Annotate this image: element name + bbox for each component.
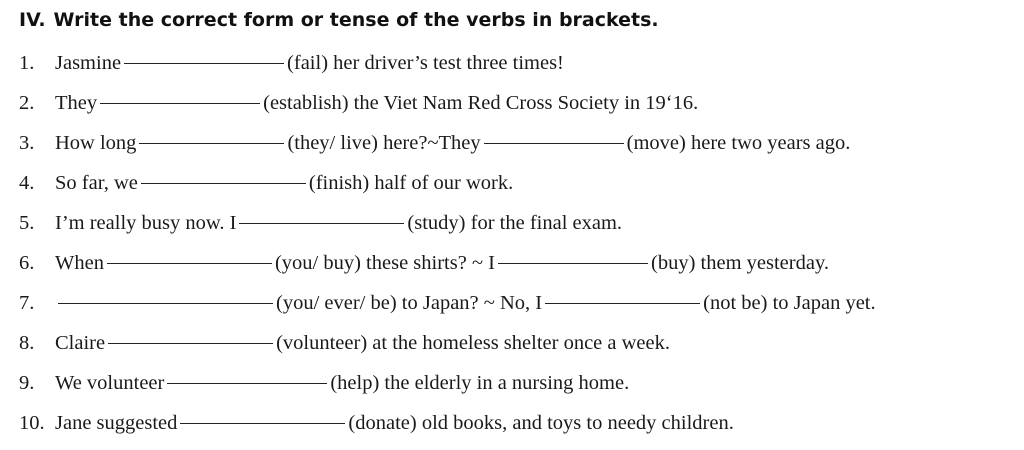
item-text: I’m really busy now. I xyxy=(55,212,237,234)
item-text: (establish) the Viet Nam Red Cross Society in 19‘16. xyxy=(263,92,699,114)
answer-blank[interactable] xyxy=(124,45,284,64)
answer-blank[interactable] xyxy=(484,125,624,144)
answer-blank[interactable] xyxy=(141,165,306,184)
exercise-item-8 xyxy=(19,327,1009,367)
exercise-item-10 xyxy=(19,407,1009,447)
item-number: 9. xyxy=(19,372,35,394)
item-text: (you/ ever/ be) to Japan? ~ No, I xyxy=(276,292,543,314)
item-text: (not be) to Japan yet. xyxy=(703,292,876,314)
exercise-item-7 xyxy=(19,287,1009,327)
exercise-item-5 xyxy=(19,207,1009,247)
item-number: 6. xyxy=(19,252,35,274)
exercise-instruction: Write the correct form or tense of the verbs in brackets. xyxy=(53,9,659,31)
answer-blank[interactable] xyxy=(167,365,327,384)
item-text: So far, we xyxy=(55,172,138,194)
item-text: (finish) half of our work. xyxy=(308,172,514,194)
item-text: (donate) old books, and toys to needy children. xyxy=(348,412,734,434)
item-text: (volunteer) at the homeless shelter once a week. xyxy=(276,332,670,354)
item-text: Claire xyxy=(55,332,106,354)
exercise-heading xyxy=(19,9,659,31)
item-number: 3. xyxy=(19,132,35,154)
exercise-item-9 xyxy=(19,367,1009,407)
exercise-item-2 xyxy=(19,87,1009,127)
item-number: 1. xyxy=(19,52,35,74)
exercise-item-4 xyxy=(19,167,1009,207)
item-text: When xyxy=(55,252,104,274)
answer-blank[interactable] xyxy=(180,405,345,424)
exercise-item-3 xyxy=(19,127,1009,167)
item-text: How long xyxy=(55,132,137,154)
item-text: Jane suggested xyxy=(55,412,178,434)
exercise-number: IV. xyxy=(19,9,46,31)
item-text: We volunteer xyxy=(55,372,165,394)
item-text: (fail) her driver’s test three times! xyxy=(287,52,564,74)
item-number: 8. xyxy=(19,332,35,354)
item-number: 4. xyxy=(19,172,35,194)
item-text: (move) here two years ago. xyxy=(626,132,851,154)
exercise-item-1 xyxy=(19,47,1009,87)
exercise-list xyxy=(19,47,1009,447)
item-text: (buy) them yesterday. xyxy=(651,252,829,274)
item-text: (they/ live) here?~They xyxy=(287,132,481,154)
item-text: (study) for the final exam. xyxy=(407,212,623,234)
answer-blank[interactable] xyxy=(108,325,273,344)
item-text: They xyxy=(55,92,98,114)
answer-blank[interactable] xyxy=(58,285,273,304)
item-text: (help) the elderly in a nursing home. xyxy=(330,372,630,394)
answer-blank[interactable] xyxy=(139,125,284,144)
item-number: 10. xyxy=(19,412,45,434)
exercise-item-6 xyxy=(19,247,1009,287)
answer-blank[interactable] xyxy=(545,285,700,304)
item-text: (you/ buy) these shirts? ~ I xyxy=(274,252,495,274)
item-number: 2. xyxy=(19,92,35,114)
item-text: Jasmine xyxy=(55,52,122,74)
answer-blank[interactable] xyxy=(239,205,404,224)
item-number: 7. xyxy=(19,292,35,314)
answer-blank[interactable] xyxy=(107,245,272,264)
item-number: 5. xyxy=(19,212,35,234)
answer-blank[interactable] xyxy=(100,85,260,104)
answer-blank[interactable] xyxy=(498,245,648,264)
